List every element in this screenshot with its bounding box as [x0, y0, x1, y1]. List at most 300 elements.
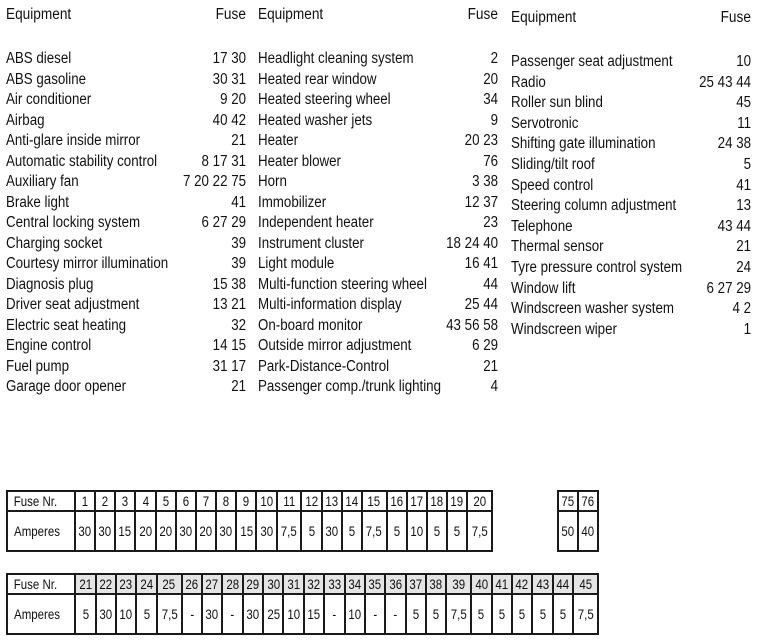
equipment-row [258, 131, 498, 152]
fuse-number-cell [256, 491, 276, 511]
equipment-name: ABS gasoline [6, 70, 87, 88]
amperes-cell [407, 511, 427, 551]
amperes-cell [578, 511, 598, 551]
amperes-row [7, 594, 598, 634]
fuse-number-cell-text: 38 [429, 576, 443, 592]
amperes-cell-text: 30 [179, 523, 193, 539]
equipment-name: Electric seat heating [6, 316, 127, 334]
amperes-cell-text: - [373, 606, 378, 622]
fuse-nr-label [7, 574, 75, 594]
fuse-numbers: 12 37 [464, 193, 499, 211]
fuse-numbers: 41 [736, 176, 752, 194]
fuse-numbers: 6 27 29 [201, 214, 247, 231]
fuse-header: Fuse [720, 9, 751, 26]
fuse-number-cell [532, 574, 552, 594]
amperes-cell-text: 5 [433, 523, 441, 539]
equipment-name: Heated rear window [258, 70, 377, 88]
equipment-row [6, 70, 246, 91]
equipment-name: Steering column adjustment [511, 197, 677, 215]
fuse-number-cell-text: 39 [452, 576, 466, 592]
fuse-number-cell-text: 30 [266, 576, 280, 592]
fuse-number-cell [115, 491, 135, 511]
equipment-name: Radio [511, 73, 546, 91]
amperes-cell [573, 594, 598, 634]
fuse-nr-label [7, 491, 75, 511]
fuse-nr-label-text: Fuse Nr. [13, 576, 58, 592]
fuse-number-cell-text: 15 [367, 493, 381, 509]
fuse-number-cell [427, 491, 447, 511]
equipment-name: Multi-information display [258, 296, 402, 313]
amperes-cell-text: 7,5 [577, 606, 594, 622]
equipment-row [511, 320, 751, 341]
fuse-numbers: 4 2 [732, 300, 752, 318]
fuse-numbers: 31 17 [212, 357, 247, 375]
fuse-numbers: 6 29 [472, 337, 499, 354]
fuse-number-cell-text: 6 [182, 493, 190, 509]
equipment-name: Shifting gate illumination [511, 135, 656, 153]
fuse-numbers: 25 43 44 [699, 73, 752, 91]
equipment-row [511, 258, 751, 279]
amperes-cell-text: 15 [118, 523, 132, 539]
fuse-number-cell-text: 13 [325, 493, 338, 509]
amperes-cell-text: 20 [139, 523, 152, 539]
fuse-number-cell-text: 18 [430, 493, 444, 509]
amperes-cell [365, 594, 385, 634]
equipment-name: Independent heater [258, 214, 374, 231]
equipment-row [258, 234, 498, 255]
amperes-cell [304, 594, 324, 634]
fuse-numbers: 39 [231, 234, 247, 252]
fuse-number-cell-text: 25 [162, 576, 176, 592]
fuse-number-cell-text: 3 [122, 493, 129, 509]
fuse-number-cell-text: 33 [327, 576, 341, 592]
fuse-number-cell [216, 491, 236, 511]
amperes-cell-text: 5 [82, 606, 89, 622]
amperes-cell [277, 511, 302, 551]
fuse-numbers: 21 [483, 357, 499, 375]
amperes-cell [283, 594, 303, 634]
amperes-cell-text: 20 [199, 523, 213, 539]
fuse-number-cell-text: 26 [185, 576, 199, 592]
equipment-row [258, 316, 498, 337]
fuse-number-cell-text: 12 [305, 493, 318, 509]
equipment-name: Heated steering wheel [258, 91, 391, 108]
amperes-cell [362, 511, 387, 551]
fuse-number-cell [75, 491, 95, 511]
amperes-cell-text: 15 [307, 606, 321, 622]
equipment-name: ABS diesel [6, 50, 72, 67]
amperes-cell-text: 5 [498, 606, 505, 622]
amperes-cell-text: 5 [143, 606, 150, 622]
fuse-number-row [7, 574, 598, 594]
equipment-row [511, 299, 751, 320]
fuse-number-cell [243, 574, 263, 594]
fuse-numbers: 21 [231, 378, 247, 395]
fuse-numbers: 5 [743, 155, 752, 173]
equipment-name: On-board monitor [258, 316, 363, 334]
fuse-numbers: 23 [483, 214, 499, 231]
equipment-name: Windscreen washer system [511, 300, 674, 318]
fuse-number-cell-text: 44 [556, 576, 570, 592]
equipment-name: Telephone [511, 217, 573, 235]
amperes-cell [202, 594, 222, 634]
equipment-row [511, 217, 751, 238]
equipment-name: Speed control [511, 176, 594, 194]
fuse-numbers: 24 [736, 258, 752, 276]
fuse-number-cell [301, 491, 321, 511]
fuse-numbers: 76 [483, 152, 499, 170]
amperes-cell-text: 40 [581, 523, 595, 539]
fuse-number-row [7, 491, 492, 511]
amperes-cell-text: 50 [561, 523, 575, 539]
fuse-number-cell [283, 574, 303, 594]
equipment-row [6, 275, 246, 296]
amperes-cell-text: 7,5 [281, 523, 297, 539]
amperes-cell [387, 511, 407, 551]
equipment-row [511, 279, 751, 300]
equipment-name: Driver seat adjustment [6, 296, 140, 313]
column-header [6, 6, 246, 28]
equipment-name: Heated washer jets [258, 111, 373, 129]
fuse-numbers: 30 31 [212, 70, 247, 88]
fuse-number-cell [345, 574, 365, 594]
fuse-numbers: 40 42 [212, 111, 247, 129]
fuse-nr-label-text: Fuse Nr. [13, 493, 58, 509]
amperes-cell-text: 5 [478, 606, 485, 622]
amperes-cell [75, 594, 95, 634]
fuse-number-cell [407, 491, 427, 511]
fuse-numbers: 11 [737, 114, 752, 132]
equipment-header: Equipment [6, 6, 72, 23]
fuse-number-cell [446, 574, 471, 594]
amperes-cell-text: 10 [410, 523, 424, 539]
fuse-numbers: 20 23 [464, 132, 499, 149]
amperes-cell-text: 5 [348, 523, 355, 539]
amperes-cell-text: 5 [393, 523, 400, 539]
equipment-row [258, 70, 498, 91]
fuse-number-cell-text: 29 [246, 576, 260, 592]
fuse-numbers: 10 [736, 53, 752, 70]
equipment-name: Tyre pressure control system [511, 258, 683, 276]
equipment-name: Horn [258, 173, 287, 190]
fuse-numbers: 7 20 22 75 [183, 173, 247, 190]
fuse-number-cell-text: 1 [81, 493, 89, 509]
amperes-cell-text: - [230, 606, 235, 622]
fuse-number-cell-text: 11 [283, 493, 295, 509]
fuse-numbers: 6 27 29 [706, 279, 752, 297]
equipment-column-1 [6, 6, 246, 398]
fuse-numbers: 21 [736, 238, 752, 256]
equipment-name: Instrument cluster [258, 234, 364, 252]
amperes-cell [426, 594, 446, 634]
column-header [258, 6, 498, 28]
equipment-row [258, 111, 498, 132]
equipment-name: Airbag [6, 111, 45, 129]
fuse-number-cell [135, 491, 155, 511]
amperes-cell [427, 511, 447, 551]
fuse-numbers: 43 56 58 [446, 316, 499, 334]
equipment-name: Garage door opener [6, 378, 127, 395]
amperes-cell [116, 594, 136, 634]
amperes-cell [222, 594, 242, 634]
fuse-number-cell-text: 35 [368, 576, 382, 592]
fuse-number-cell-text: 22 [99, 576, 113, 592]
fuse-numbers: 3 38 [472, 173, 499, 190]
equipment-row [6, 193, 246, 214]
equipment-row [6, 357, 246, 378]
amperes-cell [156, 511, 176, 551]
fuse-table-21-45 [6, 573, 599, 635]
amperes-cell-text: 5 [412, 606, 420, 622]
amperes-cell-text: 30 [78, 523, 92, 539]
fuse-number-cell-text: 20 [473, 493, 487, 509]
fuse-number-cell [96, 574, 116, 594]
fuse-number-cell-text: 9 [243, 493, 250, 509]
amperes-cell [256, 511, 276, 551]
amperes-cell [467, 511, 492, 551]
fuse-number-cell-text: 34 [348, 576, 362, 592]
fuse-number-cell-text: 14 [345, 493, 359, 509]
fuse-numbers: 4 [490, 378, 499, 395]
fuse-numbers: 24 38 [717, 135, 752, 153]
equipment-name: Park-Distance-Control [258, 357, 390, 375]
equipment-name: Multi-function steering wheel [258, 275, 427, 293]
amperes-cell-text: 7,5 [161, 606, 178, 622]
fuse-number-cell [406, 574, 426, 594]
amperes-cell [95, 511, 115, 551]
amperes-label-text: Amperes [14, 523, 60, 539]
amperes-cell-text: 5 [308, 523, 315, 539]
fuse-numbers: 2 [490, 50, 499, 67]
equipment-column-2 [258, 6, 498, 398]
amperes-cell-text: - [332, 606, 337, 622]
fuse-number-row [558, 491, 598, 511]
amperes-cell [196, 511, 216, 551]
fuse-numbers: 15 38 [212, 275, 247, 293]
equipment-name: Central locking system [6, 214, 141, 231]
fuse-number-cell [362, 491, 387, 511]
fuse-number-cell-text: 19 [450, 493, 464, 509]
equipment-name: Heater [258, 132, 299, 149]
amperes-cell [345, 594, 365, 634]
fuse-numbers: 44 [483, 275, 499, 293]
fuse-table-1-20 [6, 490, 493, 552]
equipment-row [511, 73, 751, 94]
amperes-cell-text: 30 [260, 523, 273, 539]
fuse-number-cell [322, 491, 342, 511]
fuse-numbers: 13 21 [212, 296, 247, 313]
equipment-name: Windscreen wiper [511, 320, 617, 338]
amperes-cell [216, 511, 236, 551]
fuse-number-cell [222, 574, 242, 594]
equipment-name: Passenger comp./trunk lighting [258, 378, 442, 395]
amperes-cell-text: 25 [266, 606, 280, 622]
amperes-cell-text: 30 [219, 523, 233, 539]
amperes-cell-text: 5 [518, 606, 526, 622]
fuse-number-cell-text: 45 [579, 576, 592, 592]
equipment-name: Auxiliary fan [6, 173, 79, 190]
equipment-row [6, 377, 246, 398]
fuse-number-cell-text: 16 [390, 493, 404, 509]
column-header [511, 6, 751, 31]
equipment-row [6, 90, 246, 111]
fuse-number-cell [304, 574, 324, 594]
equipment-header: Equipment [511, 9, 577, 26]
fuse-number-cell [492, 574, 512, 594]
amperes-cell [512, 594, 532, 634]
fuse-number-cell [553, 574, 573, 594]
amperes-cell [96, 594, 116, 634]
amperes-cell-text: 5 [559, 606, 567, 622]
equipment-row [258, 336, 498, 357]
amperes-cell-text: 7,5 [450, 606, 467, 622]
fuse-number-cell-text: 21 [79, 576, 92, 592]
amperes-cell [447, 511, 467, 551]
fuse-number-cell [277, 491, 302, 511]
equipment-row [258, 193, 498, 214]
equipment-row [6, 172, 246, 193]
equipment-row [258, 49, 498, 70]
amperes-label [7, 594, 75, 634]
fuse-numbers: 43 44 [717, 217, 752, 235]
equipment-row [6, 49, 246, 70]
amperes-label-text: Amperes [14, 606, 60, 622]
fuse-table-75-76 [557, 490, 599, 552]
fuse-number-cell [116, 574, 136, 594]
fuse-number-cell-text: 37 [409, 576, 423, 592]
fuse-number-cell [236, 491, 256, 511]
fuse-number-cell-text: 41 [495, 576, 509, 592]
amperes-cell-text: 30 [205, 606, 219, 622]
fuse-numbers: 21 [231, 132, 247, 149]
fuse-numbers: 9 20 [220, 91, 247, 108]
amperes-cell-text: 10 [348, 606, 362, 622]
equipment-name: Engine control [6, 337, 92, 354]
equipment-name: Brake light [6, 193, 69, 211]
equipment-name: Air conditioner [6, 91, 92, 108]
amperes-cell [115, 511, 135, 551]
amperes-cell [75, 511, 95, 551]
fuse-number-cell [558, 491, 578, 511]
equipment-row [511, 93, 751, 114]
amperes-cell [136, 594, 156, 634]
fuse-number-cell [196, 491, 216, 511]
amperes-cell [324, 594, 344, 634]
equipment-row [258, 254, 498, 275]
amperes-cell [236, 511, 256, 551]
fuse-number-cell [447, 491, 467, 511]
equipment-column-3 [511, 6, 751, 340]
fuse-number-cell-text: 4 [142, 493, 149, 509]
equipment-name: Immobilizer [258, 193, 327, 211]
equipment-row [258, 90, 498, 111]
fuse-number-cell-text: 27 [205, 576, 219, 592]
fuse-number-cell-text: 42 [515, 576, 529, 592]
equipment-row [511, 52, 751, 73]
fuse-numbers: 39 [231, 255, 247, 272]
equipment-row [6, 254, 246, 275]
amperes-cell [471, 594, 491, 634]
fuse-number-cell-text: 17 [410, 493, 424, 509]
equipment-row [511, 134, 751, 155]
equipment-name: Thermal sensor [511, 238, 604, 256]
equipment-row [511, 114, 751, 135]
fuse-number-cell-text: 28 [226, 576, 239, 592]
fuse-numbers: 20 [483, 70, 499, 88]
fuse-number-cell [95, 491, 115, 511]
equipment-name: Light module [258, 255, 335, 272]
amperes-cell-text: 15 [239, 523, 253, 539]
equipment-name: Courtesy mirror illumination [6, 255, 169, 272]
fuse-number-cell [467, 491, 492, 511]
equipment-name: Diagnosis plug [6, 275, 94, 293]
amperes-cell-text: 30 [325, 523, 338, 539]
fuse-number-cell-text: 8 [222, 493, 230, 509]
fuse-number-cell-text: 5 [162, 493, 169, 509]
fuse-numbers: 9 [490, 111, 499, 129]
equipment-name: Headlight cleaning system [258, 50, 414, 67]
fuse-number-cell [263, 574, 283, 594]
equipment-row [258, 172, 498, 193]
fuse-number-cell-text: 31 [287, 576, 301, 592]
equipment-row [6, 316, 246, 337]
amperes-cell [553, 594, 573, 634]
equipment-row [258, 213, 498, 234]
fuse-numbers: 17 30 [212, 50, 247, 67]
amperes-cell-text: 30 [99, 606, 113, 622]
amperes-cell-text: 20 [159, 523, 173, 539]
amperes-cell [532, 594, 552, 634]
amperes-cell [342, 511, 362, 551]
fuse-number-cell [573, 574, 598, 594]
amperes-cell [446, 594, 471, 634]
amperes-cell [135, 511, 155, 551]
fuse-number-cell [324, 574, 344, 594]
fuse-number-cell [156, 491, 176, 511]
equipment-name: Servotronic [511, 114, 579, 132]
fuse-number-cell [157, 574, 182, 594]
fuse-numbers: 45 [736, 94, 752, 112]
amperes-cell-text: 10 [287, 606, 301, 622]
fuse-numbers: 25 44 [464, 296, 499, 313]
fuse-number-cell [202, 574, 222, 594]
equipment-name: Charging socket [6, 234, 103, 252]
equipment-row [258, 357, 498, 378]
equipment-name: Sliding/tilt roof [511, 155, 595, 173]
fuse-number-cell-text: 75 [561, 493, 575, 509]
equipment-name: Fuel pump [6, 357, 69, 375]
fuse-number-cell [426, 574, 446, 594]
fuse-number-cell [182, 574, 202, 594]
fuse-number-cell [365, 574, 385, 594]
equipment-row [6, 234, 246, 255]
equipment-row [6, 152, 246, 173]
equipment-row [511, 237, 751, 258]
amperes-cell-text: - [189, 606, 194, 622]
fuse-number-cell [176, 491, 196, 511]
fuse-numbers: 41 [231, 193, 247, 211]
fuse-numbers: 13 [736, 197, 752, 215]
fuse-numbers: 34 [483, 91, 499, 108]
amperes-label [7, 511, 75, 551]
fuse-number-cell [342, 491, 362, 511]
amperes-cell [301, 511, 321, 551]
amperes-cell [558, 511, 578, 551]
fuse-number-cell-text: 32 [307, 576, 321, 592]
equipment-row [258, 295, 498, 316]
amperes-cell [406, 594, 426, 634]
fuse-header: Fuse [467, 6, 498, 23]
